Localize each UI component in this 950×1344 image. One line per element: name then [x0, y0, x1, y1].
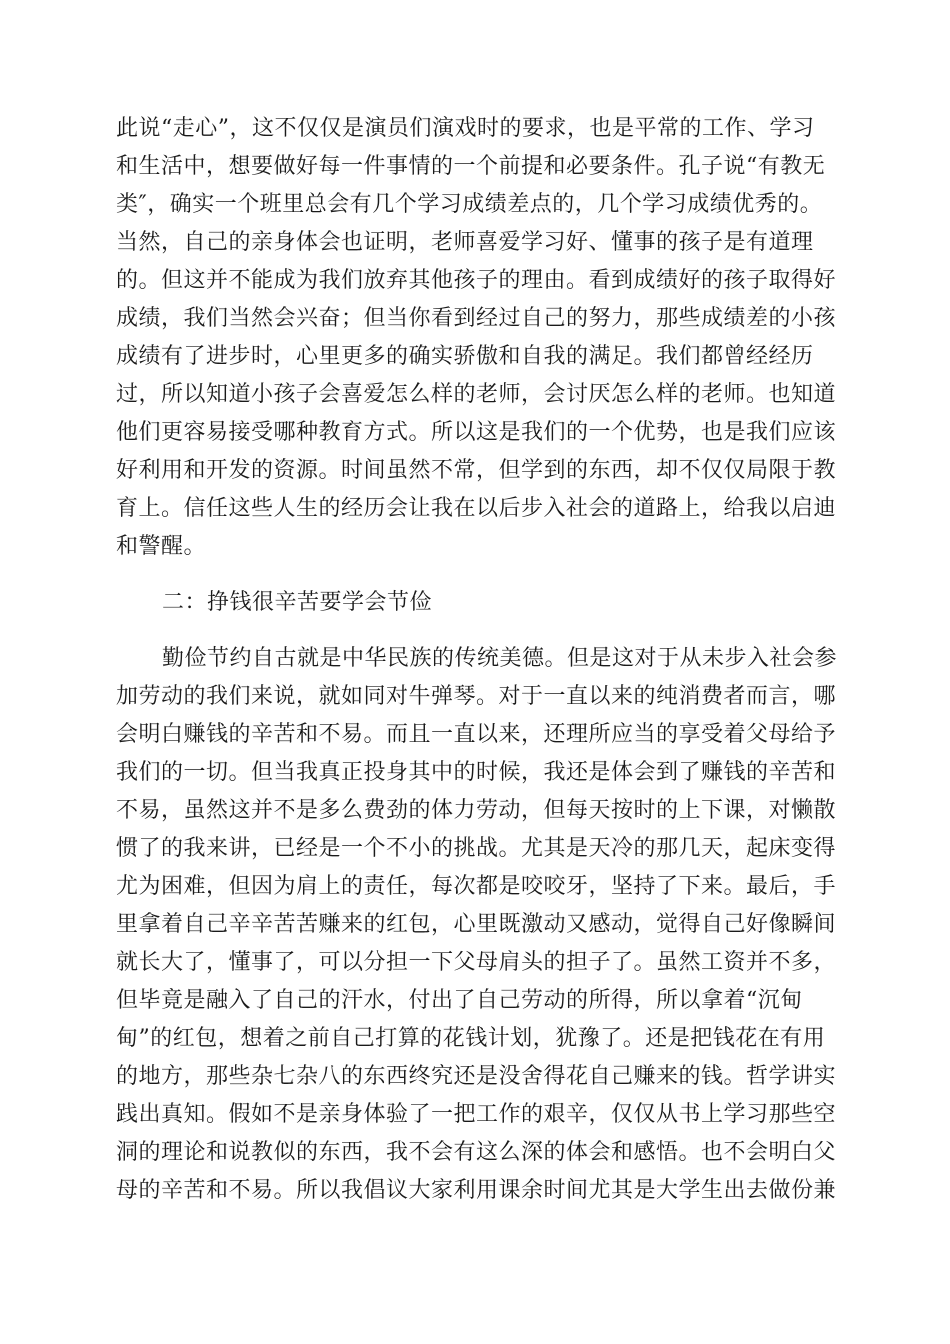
paragraph-line: 里拿着自己辛辛苦苦赚来的红包，心里既激动又感动，觉得自己好像瞬间 — [116, 912, 837, 937]
paragraph-1 — [116, 110, 836, 566]
paragraph-line: 就长大了，懂事了，可以分担一下父母肩头的担子了。虽然工资并不多， — [116, 950, 837, 975]
paragraph-line: 勤俭节约自古就是中华民族的传统美德。但是这对于从未步入社会参 — [162, 646, 838, 671]
paragraph-line: 惯了的我来讲，已经是一个不小的挑战。尤其是天冷的那几天，起床变得 — [116, 836, 837, 861]
paragraph-line: 此说“走心”，这不仅仅是演员们演戏时的要求，也是平常的工作、学习 — [116, 116, 815, 141]
paragraph-line: 洞的理论和说教似的东西，我不会有这么深的体会和感悟。也不会明白父 — [116, 1140, 837, 1165]
paragraph-line: 母的辛苦和不易。所以我倡议大家利用课余时间尤其是大学生出去做份兼 — [116, 1178, 837, 1203]
paragraph-line: 和生活中，想要做好每一件事情的一个前提和必要条件。孔子说“有教无 — [116, 154, 826, 179]
paragraph-line: 践出真知。假如不是亲身体验了一把工作的艰辛，仅仅从书上学习那些空 — [116, 1102, 837, 1127]
paragraph-line: 过，所以知道小孩子会喜爱怎么样的老师，会讨厌怎么样的老师。也知道 — [116, 382, 837, 407]
section-heading: 二：挣钱很辛苦要学会节俭 — [162, 590, 433, 615]
paragraph-line: 加劳动的我们来说，就如同对牛弹琴。对于一直以来的纯消费者而言，哪 — [116, 684, 837, 709]
paragraph-line: 我们的一切。但当我真正投身其中的时候，我还是体会到了赚钱的辛苦和 — [116, 760, 837, 785]
paragraph-line: 类″，确实一个班里总会有几个学习成绩差点的，几个学习成绩优秀的。 — [116, 192, 823, 217]
paragraph-line: 育上。信任这些人生的经历会让我在以后步入社会的道路上，给我以启迪 — [116, 496, 837, 521]
paragraph-line: 会明白赚钱的辛苦和不易。而且一直以来，还理所应当的享受着父母给予 — [116, 722, 837, 747]
paragraph-line: 尤为困难，但因为肩上的责任，每次都是咬咬牙，坚持了下来。最后，手 — [116, 874, 837, 899]
paragraph-line: 的地方，那些杂七杂八的东西终究还是没舍得花自己赚来的钱。哲学讲实 — [116, 1064, 837, 1089]
paragraph-line: 成绩，我们当然会兴奋；但当你看到经过自己的努力，那些成绩差的小孩 — [116, 306, 837, 331]
section-heading-block — [116, 584, 836, 622]
paragraph-line: 但毕竟是融入了自己的汗水，付出了自己劳动的所得，所以拿着“沉甸 — [116, 988, 803, 1013]
paragraph-line: 好利用和开发的资源。时间虽然不常，但学到的东西，却不仅仅局限于教 — [116, 458, 837, 483]
paragraph-line: 不易，虽然这并不是多么费劲的体力劳动，但每天按时的上下课，对懒散 — [116, 798, 837, 823]
paragraph-line: 成绩有了进步时，心里更多的确实骄傲和自我的满足。我们都曾经经历 — [116, 344, 814, 369]
paragraph-line: 当然，自己的亲身体会也证明，老师喜爱学习好、懂事的孩子是有道理 — [116, 230, 814, 255]
paragraph-line: 甸”的红包，想着之前自己打算的花钱计划，犹豫了。还是把钱花在有用 — [116, 1026, 826, 1051]
paragraph-line: 他们更容易接受哪种教育方式。所以这是我们的一个优势，也是我们应该 — [116, 420, 837, 445]
paragraph-2 — [116, 640, 836, 1210]
paragraph-line: 和警醒。 — [116, 534, 207, 559]
paragraph-line: 的。但这并不能成为我们放弃其他孩子的理由。看到成绩好的孩子取得好 — [116, 268, 837, 293]
